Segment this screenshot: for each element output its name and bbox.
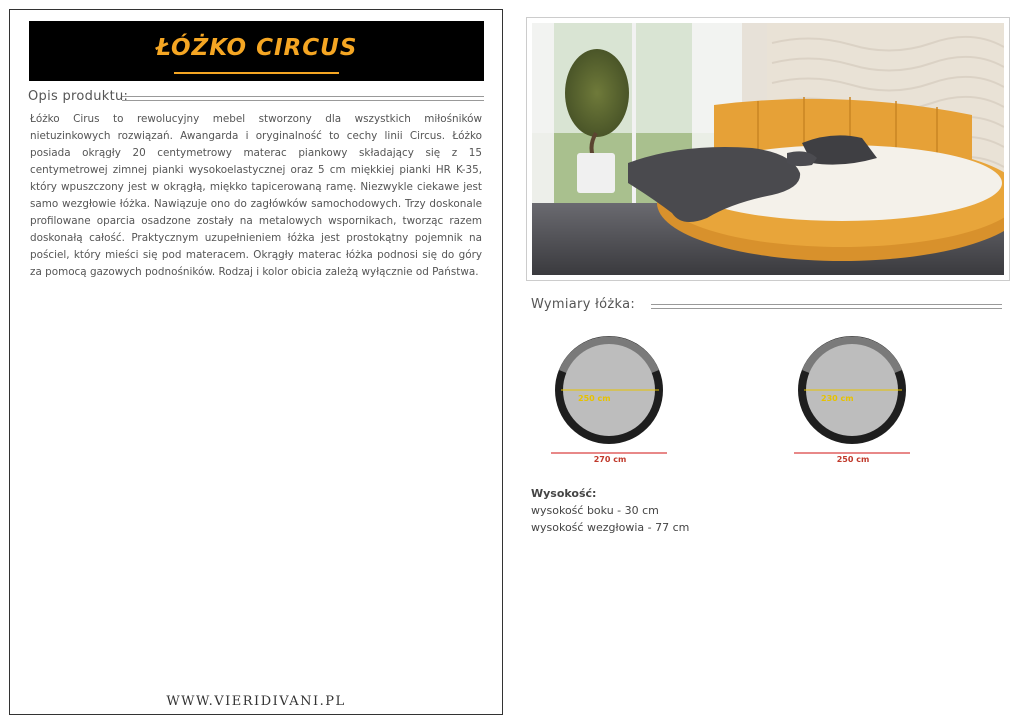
height-side: wysokość boku - 30 cm (531, 504, 659, 517)
inner-diameter-label: 250 cm (578, 394, 611, 403)
left-page (9, 9, 503, 715)
website-link[interactable]: WWW.VIERIDIVANI.PL (166, 694, 346, 709)
round-bed-diagram-icon (794, 330, 912, 455)
dimensions-heading: Wymiary łóżka: (531, 297, 636, 312)
product-photo (526, 17, 1010, 281)
outer-diameter-label: 270 cm (593, 455, 627, 464)
bed-dimension-diagram-large (551, 330, 681, 470)
title-underline (174, 72, 339, 74)
product-description: Łóżko Cirus to rewolucyjny mebel stworzony dla wszystkich miłośników nietuzinkowych rozwiązań. Awangarda i oryginalność to cechy linii Circus. Łóżko posiada okrągły 20 centymetrowy materac piankowy składający się z 15 centymetrowej zimnej pianki wysokoelastycznej oraz 5 cm miękkiej pianki HR K-35, który wpuszczony jest w okrągłą, miękko tapicerowaną ramę. Niezwykle ciekawe jest samo wezgłowie łóżka. Nawiązuje ono do zagłówków samochodowych. Trzy doskonale profilowane oparcia osadzone zostały na metalowych wspornikach, tworząc razem doskonałą całość. Praktycznym uzupełnieniem łóżka jest prostokątny pojemnik na pościel, który mieści się pod materacem. Okrągły materac łóżka podnosi się do góry za pomocą gazowych podnośników. Rodzaj i kolor obicia zależą wyłącznie od Państwa. (30, 113, 482, 278)
bed-photo-illustration (532, 23, 1004, 275)
height-headboard: wysokość wezgłowia - 77 cm (531, 521, 690, 534)
height-heading: Wysokość: (531, 487, 597, 500)
product-title: ŁÓŻKO CIRCUS (155, 35, 358, 61)
description-heading-rule (122, 96, 484, 101)
outer-diameter-label: 250 cm (836, 455, 870, 464)
inner-diameter-label: 230 cm (821, 394, 854, 403)
dimensions-heading-rule (651, 304, 1002, 309)
bed-dimension-diagram-small (794, 330, 924, 470)
description-heading: Opis produktu: (28, 89, 129, 104)
title-banner (29, 21, 484, 81)
round-bed-diagram-icon (551, 330, 669, 455)
